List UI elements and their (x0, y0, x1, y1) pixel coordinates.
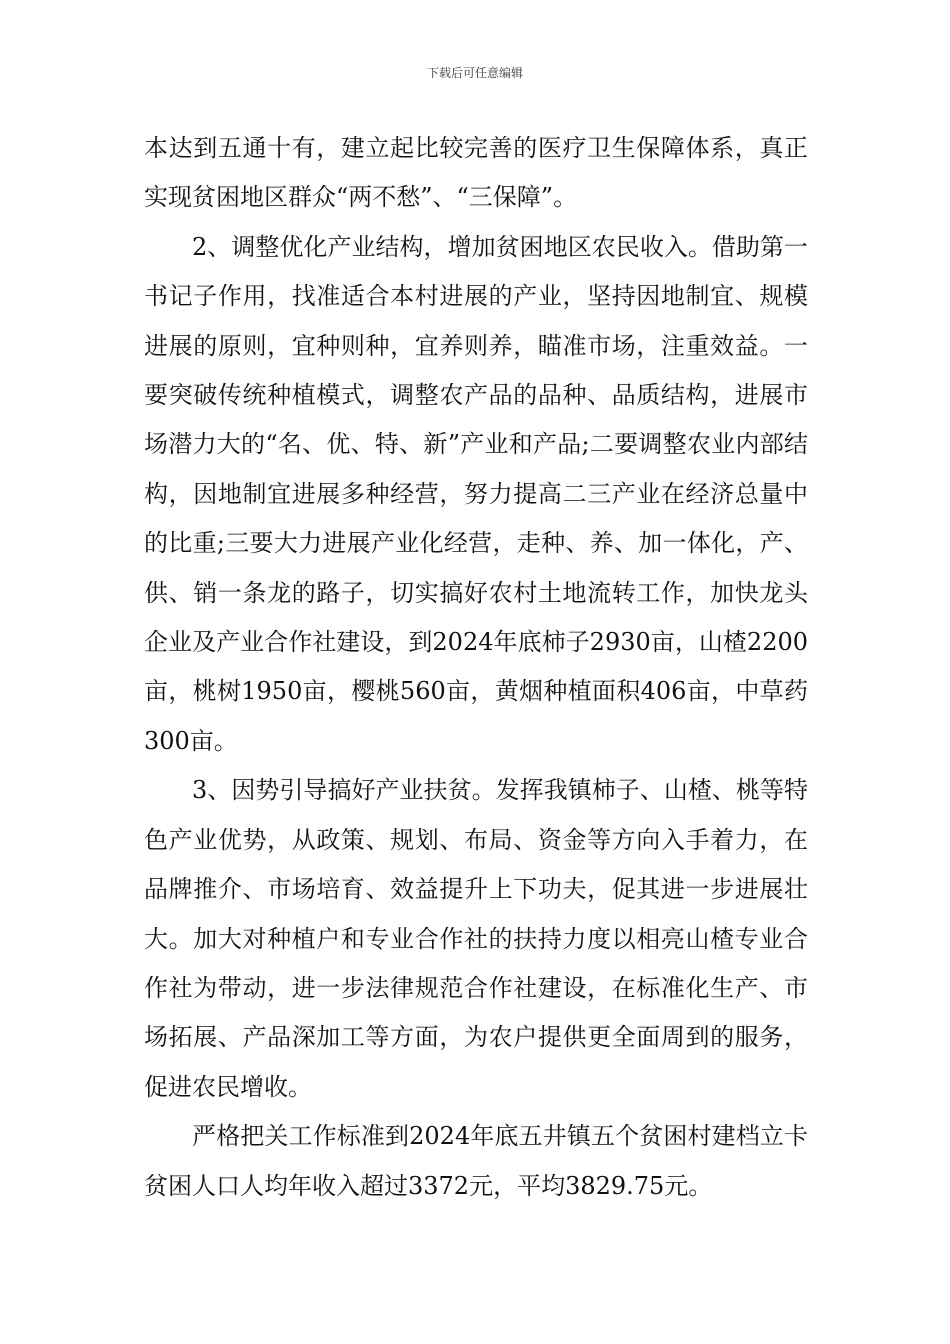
paragraph-industry-poverty-relief: 3、因势引导搞好产业扶贫。发挥我镇柿子、山楂、桃等特色产业优势，从政策、规划、布局、资金等方向入手着力，在品牌推介、市场培育、效益提升上下功夫，促其进一步进展壮大。加大对种植户和专业合作社的扶持力度以相亮山楂专业合作社为带动，进一步法律规范合作社建设，在标准化生产、市场拓展、产品深加工等方面，为农户提供更全面周到的服务，促进农民增收。 (144, 776, 808, 1101)
paragraph-continuation: 本达到五通十有，建立起比较完善的医疗卫生保障体系，真正实现贫困地区群众“两不愁”、“三保障”。 (144, 134, 808, 212)
paragraph-work-standard: 严格把关工作标准到2024年底五井镇五个贫困村建档立卡贫困人口人均年收入超过3372元，平均3829.75元。 (144, 1122, 808, 1200)
paragraph-industry-structure: 2、调整优化产业结构，增加贫困地区农民收入。借助第一书记子作用，找准适合本村进展的产业，坚持因地制宜、规模进展的原则，宜种则种，宜养则养，瞄准市场，注重效益。一要突破传统种植模式，调整农产品的品种、品质结构，进展市场潜力大的“名、优、特、新”产业和产品;二要调整农业内部结构，因地制宜进展多种经营，努力提高二三产业在经济总量中的比重;三要大力进展产业化经营，走种、养、加一体化，产、供、销一条龙的路子，切实搞好农村土地流转工作，加快龙头企业及产业合作社建设，到2024年底柿子2930亩，山楂2200亩，桃树1950亩，樱桃560亩，黄烟种植面积406亩，中草药300亩。 (144, 232, 808, 755)
page-header: 下载后可任意编辑 (426, 66, 523, 80)
document-body (144, 124, 808, 1211)
